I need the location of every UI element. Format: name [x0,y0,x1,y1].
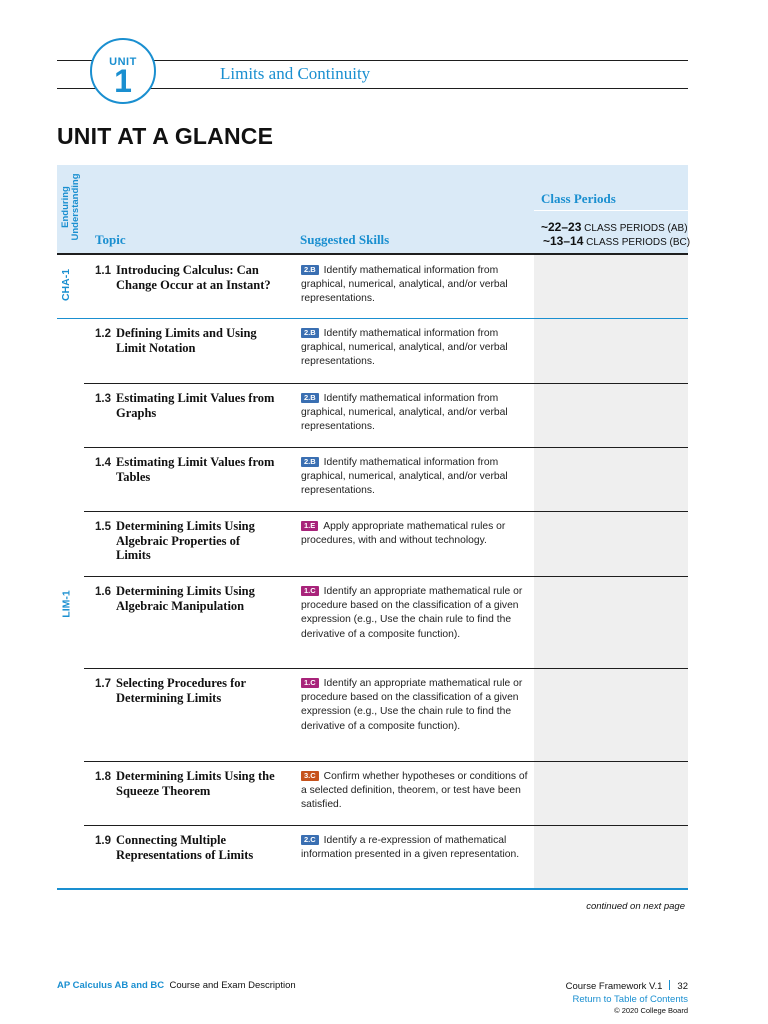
footer-page-info [566,980,688,992]
eu-cha-1: CHA-1 [60,268,73,302]
table-row: 1.2 Defining Limits and Using Limit Notation 2.B Identify mathematical information from graphical, numerical, analytical, and/or verbal representations. [84,318,688,383]
skill-text: 2.B Identify mathematical information from graphical, numerical, analytical, and/or verbal representations. [301,265,508,305]
skill-badge: 2.B [301,457,319,467]
skill-badge: 2.B [301,393,319,403]
table-row: 1.3 Estimating Limit Values from Graphs 2.B Identify mathematical information from graphical, numerical, analytical, and/or verbal representations. [84,383,688,447]
topic-name: Estimating Limit Values from Tables [116,455,275,484]
unit-number: 1 [114,63,132,99]
table-row: 1.8 Determining Limits Using the Squeeze Theorem 3.C Confirm whether hypotheses or conditions of a selected definition, theorem, or test have been satisfied. [84,761,688,825]
table-row: 1.7 Selecting Procedures for Determining Limits 1.C Identify an appropriate mathematical rule or procedure based on the classification of a given expression (e.g., Use the chain rule to find the derivative of a composite function). [84,668,688,761]
skill-badge: 1.C [301,678,319,688]
table-bottom-rule [57,888,688,890]
topic-name: Determining Limits Using Algebraic Manipulation [116,584,255,613]
topic-name: Defining Limits and Using Limit Notation [116,326,257,355]
skill-badge: 1.E [301,521,318,531]
skill-text: 2.B Identify mathematical information from graphical, numerical, analytical, and/or verbal representations. [301,328,508,368]
header-class-periods: Class Periods [541,191,616,206]
table-row: 1.1 Introducing Calculus: Can Change Occur at an Instant? 2.B Identify mathematical information from graphical, numerical, analytical, and/or verbal representations. [84,255,688,318]
continued-note: continued on next page [586,901,685,912]
unit-title: Limits and Continuity [220,64,371,83]
topic-name: Determining Limits Using Algebraic Properties of Limits [116,519,255,562]
header-topic: Topic [95,232,126,247]
footer-separator [669,980,670,990]
table-header [57,165,691,255]
unit-label: UNIT [109,56,137,68]
skill-text: 1.C Identify an appropriate mathematical rule or procedure based on the classification of a given expression (e.g., Use the chain rule to find the derivative of a composite function). [301,678,523,732]
page-number: 32 [677,981,688,992]
eu-lim-1: LIM-1 [60,590,73,618]
skill-text: 2.B Identify mathematical information from graphical, numerical, analytical, and/or verbal representations. [301,393,508,433]
topic-name: Connecting Multiple Representations of Limits [116,833,254,862]
table-row: 1.4 Estimating Limit Values from Tables 2.B Identify mathematical information from graphical, numerical, analytical, and/or verbal representations. [84,447,688,511]
footer-brand: AP Calculus AB and BC [57,980,165,991]
table-row: 1.9 Connecting Multiple Representations of Limits 2.C Identify a re-expression of mathematical information presented in a given representation. [84,825,688,888]
topic-name: Determining Limits Using the Squeeze Theorem [116,769,275,798]
header-enduring-understanding: Enduring Understanding [60,173,81,241]
skill-badge: 2.B [301,265,319,275]
footer-course [57,980,296,991]
unit-glance-table [57,165,691,890]
class-periods-bc: ~13–14 CLASS PERIODS (BC) [543,234,691,248]
topic-name: Estimating Limit Values from Graphs [116,391,275,420]
class-periods-ab: ~22–23 CLASS PERIODS (AB) [541,220,688,234]
skill-text: 1.E Apply appropriate mathematical rules or procedures, with and without technology. [301,521,506,547]
skill-badge: 3.C [301,771,319,781]
footer-copyright: © 2020 College Board [614,1006,688,1015]
skill-text: 2.B Identify mathematical information from graphical, numerical, analytical, and/or verbal representations. [301,457,508,497]
skill-text: 2.C Identify a re-expression of mathematical information presented in a given representation. [301,835,520,861]
page-title: UNIT AT A GLANCE [57,123,274,149]
return-to-toc-link[interactable]: Return to Table of Contents [572,994,688,1005]
footer-doc: Course and Exam Description [169,980,296,991]
skill-badge: 1.C [301,586,319,596]
topic-name: Selecting Procedures for Determining Limits [116,676,246,705]
footer-framework: Course Framework V.1 [565,981,663,992]
topic-name: Introducing Calculus: Can Change Occur at an Instant? [116,263,271,292]
header-suggested-skills: Suggested Skills [300,232,390,247]
skill-text: 3.C Confirm whether hypotheses or conditions of a selected definition, theorem, or test have been satisfied. [301,771,528,811]
skill-text: 1.C Identify an appropriate mathematical rule or procedure based on the classification of a given expression (e.g., Use the chain rule to find the derivative of a composite function). [301,586,523,640]
unit-badge [90,38,156,104]
skill-badge: 2.B [301,328,319,338]
table-row: 1.5 Determining Limits Using Algebraic Properties of Limits 1.E Apply appropriate mathematical rules or procedures, with and without technology. [84,511,688,576]
skill-badge: 2.C [301,835,319,845]
header-divider [534,210,688,211]
table-row: 1.6 Determining Limits Using Algebraic Manipulation 1.C Identify an appropriate mathematical rule or procedure based on the classification of a given expression (e.g., Use the chain rule to find the derivative of a composite function). [84,576,688,668]
